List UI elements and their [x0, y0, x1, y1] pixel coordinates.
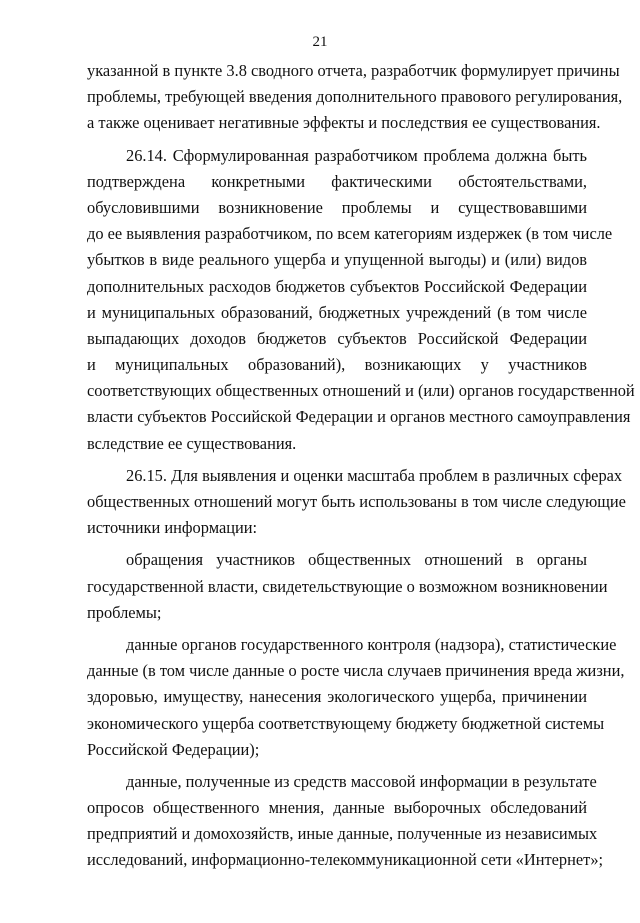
text-line: и муниципальных образований), возникающих у участников — [87, 355, 587, 375]
paragraph-26-14 — [87, 143, 635, 457]
text-line: государственной власти, свидетельствующие о возможном возникновении — [87, 576, 608, 596]
paragraph-26-15 — [87, 463, 626, 542]
text-line: и муниципальных образований, бюджетных учреждений (в том числе — [87, 302, 587, 322]
text-line: общественных отношений могут быть использованы в том числе следующие — [87, 492, 626, 511]
text-line: власти субъектов Российской Федерации и органов местного самоуправления — [87, 407, 631, 427]
text-line: вследствие ее существования. — [87, 433, 297, 453]
text-line: убытков в виде реального ущерба и упущенной выгоды) и (или) видов — [87, 250, 587, 270]
text-line: экономического ущерба соответствующему бюджету бюджетной системы — [87, 713, 605, 733]
text-line: данные (в том числе данные о росте числа случаев причинения вреда жизни, — [87, 661, 625, 681]
text-line: 26.15. Для выявления и оценки масштаба проблем в различных сферах — [126, 465, 623, 485]
text-line: опросов общественного мнения, данные выборочных обследований — [87, 798, 587, 818]
paragraph-control-data — [87, 632, 625, 763]
text-line: соответствующих общественных отношений и (или) органов государственной — [87, 381, 635, 401]
text-line: до ее выявления разработчиком, по всем категориям издержек (в том числе — [87, 224, 613, 244]
text-line: а также оценивает негативные эффекты и последствия ее существования. — [87, 113, 601, 133]
text-line: проблемы, требующей введения дополнительного правового регулирования, — [87, 87, 623, 107]
paragraph-continuation — [87, 58, 623, 137]
text-line: здоровью, имуществу, нанесения экологического ущерба, причинении — [87, 687, 587, 707]
text-line: дополнительных расходов бюджетов субъектов Российской Федерации — [87, 276, 587, 296]
text-line: обращения участников общественных отношений в органы — [126, 550, 587, 570]
document-body — [87, 58, 635, 874]
text-line: предприятий и домохозяйств, иные данные, полученные из независимых — [87, 824, 598, 844]
page-number: 21 — [312, 34, 328, 50]
text-line: 26.14. Сформулированная разработчиком проблема должна быть — [126, 145, 587, 165]
text-line: данные органов государственного контроля (надзора), статистические — [126, 634, 617, 654]
paragraph-media-data — [87, 769, 604, 874]
text-line: источники информации: — [87, 518, 258, 538]
text-line: Российской Федерации); — [87, 739, 260, 759]
text-line: исследований, информационно-телекоммуникационной сети «Интернет»; — [87, 850, 604, 870]
text-line: подтверждена конкретными фактическими обстоятельствами, — [87, 171, 587, 191]
text-line: обусловившими возникновение проблемы и существовавшими — [87, 197, 587, 217]
text-line: данные, полученные из средств массовой информации в результате — [126, 771, 597, 791]
text-line: указанной в пункте 3.8 сводного отчета, разработчик формулирует причины — [87, 61, 620, 80]
paragraph-appeals — [87, 547, 608, 626]
text-line: выпадающих доходов бюджетов субъектов Российской Федерации — [87, 328, 587, 348]
text-line: проблемы; — [87, 602, 162, 622]
